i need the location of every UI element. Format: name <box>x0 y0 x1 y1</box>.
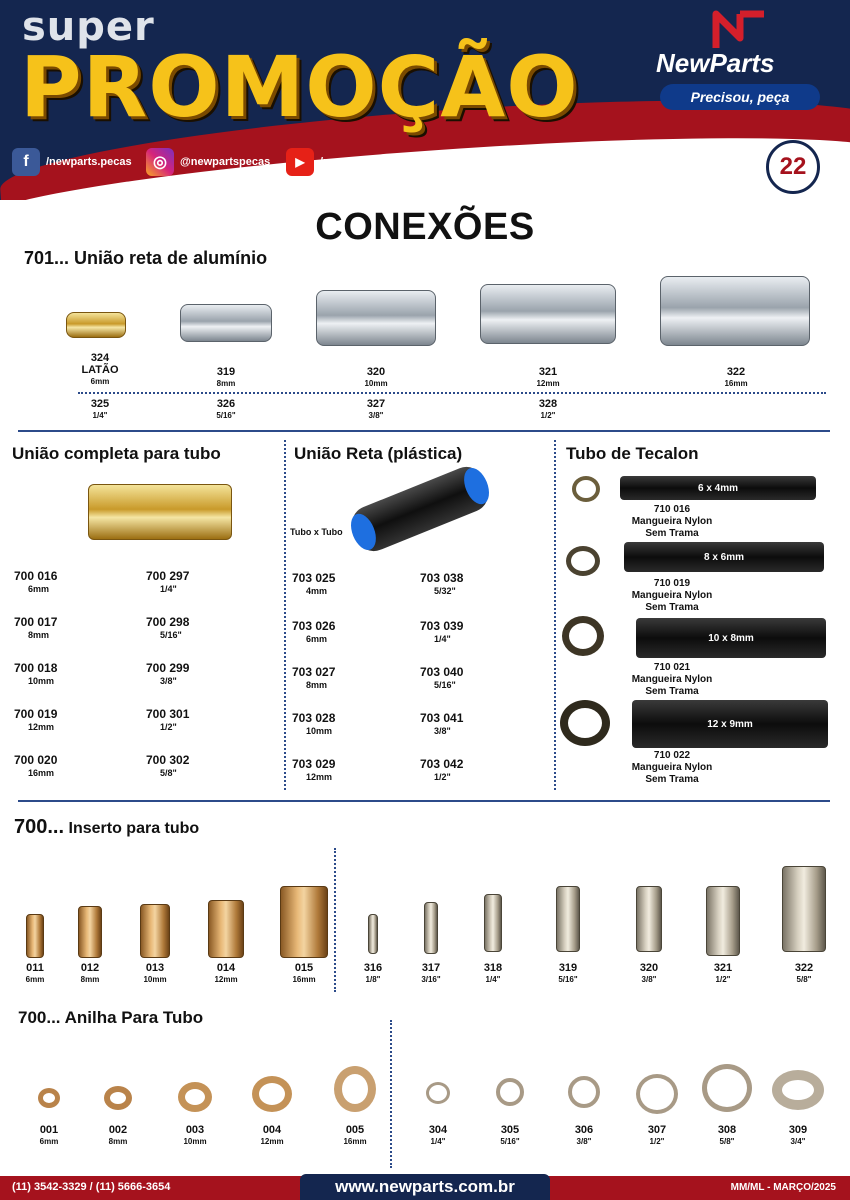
uc-right-item <box>146 708 189 734</box>
anilha-size: 1/4" <box>430 1137 446 1146</box>
up-left-item-code: 703 025 <box>292 571 336 585</box>
tecalon-item-label <box>612 750 732 786</box>
inserto-size: 3/8" <box>641 975 657 984</box>
uc-right-item-code: 700 298 <box>146 615 190 629</box>
header-site-link[interactable]: www.newparts.com.br <box>618 152 735 164</box>
uc-left-item-code: 700 019 <box>14 707 58 721</box>
up-right-item-size: 1/4" <box>434 634 451 644</box>
inserto-code: 317 <box>421 962 441 974</box>
brand-tagline: Precisou, peça <box>660 84 820 110</box>
inserto-size: 3/16" <box>421 975 441 984</box>
fitting-321-image <box>480 284 616 344</box>
inserto-item-label <box>201 962 251 986</box>
up-right-item-code: 703 039 <box>420 619 464 633</box>
inserto-item-label <box>624 962 674 986</box>
anilha-size: 1/2" <box>649 1137 665 1146</box>
inserto-tube-image <box>706 886 740 956</box>
inserto-code: 321 <box>713 962 733 974</box>
column-divider-4 <box>390 1020 392 1168</box>
anilha-code: 308 <box>717 1124 737 1136</box>
tecalon-desc-2: Sem Trama <box>645 774 699 785</box>
up-right-item-code: 703 041 <box>420 711 464 725</box>
header-banner <box>0 0 850 200</box>
up-left-item-size: 8mm <box>306 680 328 690</box>
column-divider-3 <box>334 848 336 992</box>
tecalon-desc-1: Mangueira Nylon <box>631 762 713 773</box>
uc-right-item-code: 700 297 <box>146 569 190 583</box>
inserto-size: 16mm <box>292 975 316 984</box>
anilha-ring-image <box>252 1076 292 1112</box>
uc-left-item <box>14 616 57 642</box>
anilha-item-label <box>247 1124 297 1148</box>
item-325-label: 325 1/4" <box>90 398 110 420</box>
inserto-tube-image <box>368 914 378 954</box>
uc-right-item-size: 5/16" <box>160 630 182 640</box>
up-right-item-size: 5/16" <box>434 680 456 690</box>
inserto-code: 320 <box>639 962 659 974</box>
newparts-logo-icon <box>710 8 770 50</box>
tecalon-710022-hose: 12 x 9mm <box>632 700 828 748</box>
inserto-item-label <box>406 962 456 986</box>
anilha-size: 6mm <box>39 1137 59 1146</box>
up-left-item-size: 6mm <box>306 634 328 644</box>
anilha-item-label <box>773 1124 823 1148</box>
up-left-item-code: 703 027 <box>292 665 336 679</box>
tecalon-heading: Tubo de Tecalon <box>566 444 699 463</box>
tecalon-710019-hose: 8 x 6mm <box>624 542 824 572</box>
inserto-item-label <box>543 962 593 986</box>
anilha-item-label <box>24 1124 74 1148</box>
tecalon-desc-2: Sem Trama <box>645 602 699 613</box>
brand-name: NewParts <box>656 48 775 78</box>
anilha-item-label <box>485 1124 535 1148</box>
anilha-size: 8mm <box>108 1137 128 1146</box>
inserto-item-label <box>130 962 180 986</box>
anilha-item-label <box>170 1124 220 1148</box>
anilha-code: 304 <box>428 1124 448 1136</box>
inserto-tube-image <box>484 894 502 952</box>
tecalon-710021-ring <box>562 616 604 656</box>
promo-title: PROMOÇÃO <box>20 38 579 136</box>
anilha-ring-image <box>178 1082 212 1112</box>
blue-collar-right <box>459 464 494 507</box>
uc-right-item-code: 700 302 <box>146 753 190 767</box>
up-left-item <box>292 572 335 598</box>
inserto-code: 316 <box>363 962 383 974</box>
up-left-item-size: 12mm <box>306 772 333 782</box>
up-left-item-code: 703 026 <box>292 619 336 633</box>
anilha-ring-image <box>426 1082 450 1104</box>
anilha-ring-image <box>38 1088 60 1108</box>
blue-collar-left <box>346 510 381 553</box>
anilha-size: 12mm <box>260 1137 284 1146</box>
uc-left-item-size: 12mm <box>28 722 55 732</box>
inserto-item-label <box>279 962 329 986</box>
anilha-size: 3/8" <box>576 1137 592 1146</box>
inserto-size: 1/8" <box>365 975 381 984</box>
anilha-item-label <box>632 1124 682 1148</box>
inserto-item-label <box>468 962 518 986</box>
uc-right-item-code: 700 301 <box>146 707 190 721</box>
inserto-item-label <box>10 962 60 986</box>
anilha-ring-image <box>104 1086 132 1110</box>
up-right-item <box>420 758 463 784</box>
up-right-item-size: 3/8" <box>434 726 451 736</box>
up-left-item-size: 4mm <box>306 586 328 596</box>
uniao-completa-image <box>88 484 232 540</box>
youtube-icon: ▶ <box>286 148 314 176</box>
inserto-size: 6mm <box>25 975 45 984</box>
anilha-code: 003 <box>185 1124 205 1136</box>
up-left-item-code: 703 028 <box>292 711 336 725</box>
up-left-item <box>292 712 335 738</box>
fitting-319-image <box>180 304 272 342</box>
tecalon-item-label <box>612 578 732 614</box>
uc-right-item-size: 5/8" <box>160 768 177 778</box>
page-title: CONEXÕES <box>315 206 535 248</box>
anilha-item-label <box>559 1124 609 1148</box>
anilha-code: 001 <box>39 1124 59 1136</box>
inserto-tube-image <box>208 900 244 958</box>
facebook-link[interactable] <box>12 148 132 176</box>
up-right-item-code: 703 040 <box>420 665 464 679</box>
uniao-plastica-image <box>346 461 493 556</box>
inserto-code: 015 <box>294 962 314 974</box>
inserto-item-label <box>698 962 748 986</box>
item-327-label: 327 3/8" <box>366 398 386 420</box>
uc-left-item-size: 10mm <box>28 676 55 686</box>
inserto-tube-image <box>556 886 580 952</box>
inserto-size: 5/16" <box>558 975 578 984</box>
facebook-icon: f <box>12 148 40 176</box>
fitting-320-image <box>316 290 436 346</box>
fitting-324-image <box>66 312 126 338</box>
youtube-handle: /newparts <box>320 156 372 168</box>
uc-right-item-size: 1/2" <box>160 722 177 732</box>
anilha-code: 309 <box>788 1124 808 1136</box>
inserto-tube-image <box>26 914 44 958</box>
anilha-item-label <box>413 1124 463 1148</box>
inserto-size: 5/8" <box>796 975 812 984</box>
section-divider-1 <box>18 430 830 432</box>
instagram-link[interactable] <box>146 148 270 176</box>
up-left-item <box>292 758 335 784</box>
up-left-item <box>292 666 335 692</box>
up-left-item-code: 703 029 <box>292 757 336 771</box>
tecalon-item-label <box>612 662 732 698</box>
uc-left-item-size: 16mm <box>28 768 55 778</box>
uniao-plastica-heading: União Reta (plástica) <box>294 444 463 463</box>
inserto-item-label <box>348 962 398 986</box>
inserto-code: 322 <box>794 962 814 974</box>
tecalon-desc-1: Mangueira Nylon <box>631 674 713 685</box>
inserto-tube-image <box>280 886 328 958</box>
newparts-logo <box>650 8 830 118</box>
uc-left-item <box>14 754 57 780</box>
inserto-item-label <box>779 962 829 986</box>
inserto-heading-prefix: 700... <box>14 816 65 838</box>
uniao-completa-heading: União completa para tubo <box>12 444 221 463</box>
anilha-ring-image <box>636 1074 678 1114</box>
anilha-ring-image <box>772 1070 824 1110</box>
tecalon-710022-ring <box>560 700 610 746</box>
uc-right-item <box>146 570 189 596</box>
inserto-code: 014 <box>216 962 236 974</box>
up-right-item <box>420 572 463 598</box>
inserto-tube-image <box>424 902 438 954</box>
tecalon-item-label <box>612 504 732 540</box>
anilha-size: 3/4" <box>790 1137 806 1146</box>
up-right-item-code: 703 042 <box>420 757 464 771</box>
uc-left-item <box>14 662 57 688</box>
anilha-size: 10mm <box>183 1137 207 1146</box>
inserto-size: 8mm <box>80 975 100 984</box>
tecalon-710016-ring <box>572 476 600 502</box>
inserto-code: 319 <box>558 962 578 974</box>
tecalon-code: 710 019 <box>653 578 691 589</box>
tecalon-desc-1: Mangueira Nylon <box>631 516 713 527</box>
inserto-heading-text: Inserto para tubo <box>68 820 200 837</box>
inserto-size: 1/2" <box>715 975 731 984</box>
uc-right-item-code: 700 299 <box>146 661 190 675</box>
anilha-size: 16mm <box>343 1137 367 1146</box>
section-divider-2 <box>18 800 830 802</box>
uc-left-item-size: 8mm <box>28 630 50 640</box>
anilha-code: 004 <box>262 1124 282 1136</box>
inserto-code: 013 <box>145 962 165 974</box>
anilha-item-label <box>702 1124 752 1148</box>
up-right-item-size: 1/2" <box>434 772 451 782</box>
up-right-item <box>420 666 463 692</box>
uc-left-item <box>14 570 57 596</box>
anilha-item-label <box>93 1124 143 1148</box>
facebook-handle: /newparts.pecas <box>46 156 132 168</box>
anilha-ring-image <box>334 1066 376 1112</box>
uc-left-item-code: 700 016 <box>14 569 58 583</box>
tecalon-710016-hose: 6 x 4mm <box>620 476 816 500</box>
super-label: super <box>22 4 155 50</box>
tecalon-desc-2: Sem Trama <box>645 686 699 697</box>
uc-right-item <box>146 616 189 642</box>
inserto-tube-image <box>140 904 170 958</box>
up-right-item-code: 703 038 <box>420 571 464 585</box>
inserto-code: 011 <box>26 962 44 974</box>
column-divider-1 <box>284 440 286 790</box>
footer-bar <box>0 1176 850 1200</box>
inserto-code: 318 <box>483 962 503 974</box>
uc-right-item <box>146 754 189 780</box>
item-328-label: 328 1/2" <box>538 398 558 420</box>
item-324-label: 324 LATÃO 6mm <box>81 352 119 386</box>
uniao-plastica-note: Tubo x Tubo <box>290 527 343 537</box>
inserto-tube-image <box>636 886 662 952</box>
anilha-size: 5/8" <box>719 1137 735 1146</box>
uc-right-item-size: 3/8" <box>160 676 177 686</box>
instagram-handle: @newpartspecas <box>180 156 271 168</box>
tecalon-code: 710 022 <box>653 750 691 761</box>
uc-left-item-code: 700 017 <box>14 615 58 629</box>
up-right-item <box>420 712 463 738</box>
uc-right-item-size: 1/4" <box>160 584 177 594</box>
inserto-size: 12mm <box>214 975 238 984</box>
anilha-heading: 700... Anilha Para Tubo <box>18 1008 204 1027</box>
footer-edition: MM/ML - MARÇO/2025 <box>730 1182 836 1193</box>
item-320-label: 320 10mm <box>364 366 388 388</box>
uc-left-item <box>14 708 57 734</box>
uc-left-item-code: 700 018 <box>14 661 58 675</box>
anilha-code: 005 <box>345 1124 365 1136</box>
divider-701 <box>78 392 826 394</box>
uc-right-item <box>146 662 189 688</box>
inserto-item-label <box>65 962 115 986</box>
inserto-tube-image <box>782 866 826 952</box>
anilha-ring-image <box>496 1078 524 1106</box>
footer-site-link[interactable]: www.newparts.com.br <box>300 1174 550 1200</box>
inserto-tube-image <box>78 906 102 958</box>
inserto-code: 012 <box>80 962 100 974</box>
anilha-item-label <box>330 1124 380 1148</box>
item-326-label: 326 5/16" <box>216 398 236 420</box>
footer-phones: (11) 3542-3329 / (11) 5666-3654 <box>12 1181 171 1193</box>
item-319-label: 319 8mm <box>216 366 236 388</box>
inserto-size: 10mm <box>143 975 167 984</box>
tecalon-desc-1: Mangueira Nylon <box>631 590 713 601</box>
item-321-label: 321 12mm <box>536 366 560 388</box>
anilha-code: 306 <box>574 1124 594 1136</box>
instagram-icon: ◎ <box>146 148 174 176</box>
anilha-ring-image <box>702 1064 752 1112</box>
up-right-item <box>420 620 463 646</box>
up-left-item-size: 10mm <box>306 726 333 736</box>
up-right-item-size: 5/32" <box>434 586 456 596</box>
anilha-code: 307 <box>647 1124 667 1136</box>
anilha-ring-image <box>568 1076 600 1108</box>
tecalon-710021-hose: 10 x 8mm <box>636 618 826 658</box>
anilha-code: 305 <box>500 1124 520 1136</box>
section-701-heading: 701... União reta de alumínio <box>24 248 268 268</box>
anilha-code: 002 <box>108 1124 128 1136</box>
fitting-322-image <box>660 276 810 346</box>
tecalon-desc-2: Sem Trama <box>645 528 699 539</box>
uc-left-item-code: 700 020 <box>14 753 58 767</box>
item-322-label: 322 16mm <box>724 366 748 388</box>
tecalon-710019-ring <box>566 546 600 576</box>
youtube-link[interactable] <box>286 148 371 176</box>
inserto-heading <box>14 816 199 839</box>
inserto-size: 1/4" <box>485 975 501 984</box>
tecalon-code: 710 021 <box>653 662 691 673</box>
column-divider-2 <box>554 440 556 790</box>
tecalon-code: 710 016 <box>653 504 691 515</box>
anilha-size: 5/16" <box>500 1137 520 1146</box>
page-number-badge: 22 <box>766 140 820 194</box>
uc-left-item-size: 6mm <box>28 584 50 594</box>
up-left-item <box>292 620 335 646</box>
